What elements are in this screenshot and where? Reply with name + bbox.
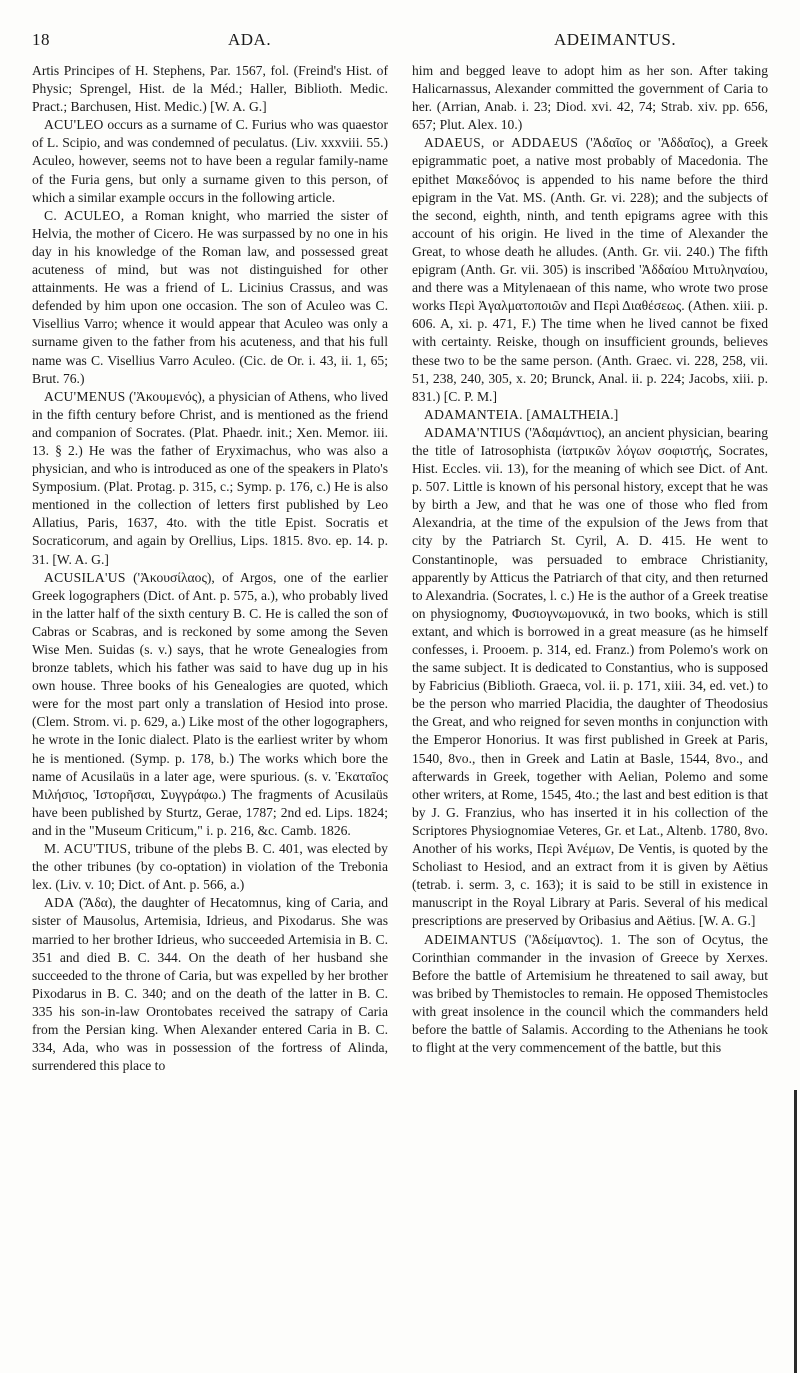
page-number: 18	[32, 30, 50, 49]
entry-paragraph: ADAEUS, or ADDAEUS ('Ἀδαῖος or 'Ἀδδαῖος), a Greek epigrammatic poet, a native most probably of Macedonia. The epithet Μακεδόνος is appended to his name before the third epigram in the Vat. MS. (Anth. Gr. vi. 228); and the subjects of the second, eighth, ninth, and tenth epigrams agree with this account of his origin. He lived in the time of Alexander the Great, to whose death he alludes. (Anth. Gr. vii. 240.) The fifth epigram (Anth. Gr. vii. 305) is inscribed 'Ἀδδαίου Μιτυληναίου, and there was a Mitylenaean of this name, who wrote two prose works Περὶ Ἀγαλματοποιῶν and Περὶ Διαθέσεως. (Athen. xiii. p. 606. A, xi. p. 471, F.) The time when he lived cannot be fixed with certainty. Reiske, though on insufficient grounds, believes these two to be the same person. (Anth. Graec. vi. 228, 258, vii. 51, 238, 240, 305, x. 20; Brunck, Anal. ii. p. 224; Jacobs, xiii. p. 831.) [C. P. M.]	[412, 135, 769, 404]
entry-headword: ADAEUS, or ADDAEUS	[424, 135, 579, 151]
entry-paragraph: ADEIMANTUS ('Ἀδείμαντος). 1. The son of Ocytus, the Corinthian commander in the invasion of Greece by Xerxes. Before the battle of Artemisium he threatened to sail away, but was bribed by Themistocles to remain. He opposed Themistocles with great insolence in the council which the commanders held before the battle of Salamis. According to the Athenians he took to flight at the very commencement of the battle, but this	[412, 931, 769, 1056]
entry-paragraph: ADAMA'NTIUS ('Ἀδαμάντιος), an ancient physician, bearing the title of Iatrosophista (ἰατρικῶν λόγων σοφιστής, Socrates, Hist. Eccles. vii. 13), for the meaning of which see Dict. of Ant. p. 507. Little is known of his personal history, except that he was by birth a Jew, and that he was one of those who fled from Alexandria, at the time of the expulsion of the Jews from that city by the Patriarch St. Cyril, A. D. 415. He went to Constantinople, was persuaded to embrace Christianity, apparently by Atticus the Patriarch of that city, and then returned to Alexandria. (Socrates, l. c.) He is the author of a Greek treatise on physiognomy, Φυσιογνωμονικά, in two books, which is still extant, and which is borrowed in a great measure (as he himself confesses, i. Prooem. p. 314, ed. Franz.) from Polemo's work on the same subject. It is dedicated to Constantius, who is supposed by Fabricius (Biblioth. Graeca, vol. ii. p. 171, xiii. 34, ed. vet.) to be the person who married Placidia, the daughter of Theodosius the Great, and who reigned for seven months in conjunction with the Emperor Honorius. It was first published in Greek at Paris, 1540, 8vo., then in Greek and Latin at Basle, 1544, 8vo., and afterwards in Greek, together with Aelian, Polemo and some other writers, at Rome, 1545, 4to.; the last and best edition is that by J. G. Franzius, who has inserted it in his collection of the Scriptores Physiognomiae Veteres, Gr. et Lat., Altenb. 1780, 8vo. Another of his works, Περὶ Ἀνέμων, De Ventis, is quoted by the Scholiast to Hesiod, and an extract from it is given by Aëtius (tetrab. i. serm. 3, c. 163); it is said to be still in existence in manuscript in the Royal Library at Paris. Several of his medical prescriptions are preserved by Oribasius and Aëtius. [W. A. G.]	[412, 424, 768, 929]
entry-paragraph: ACUSILA'US ('Ἀκουσίλαος), of Argos, one of the earlier Greek logographers (Dict. of Ant. p. 575, a.), who probably lived in the latter half of the sixth century B. C. He is called the son of Cabras or Scabras, and is reckoned by some among the Seven Wise Men. Suidas (s. v.) says, that he wrote Genealogies from bronze tablets, which his father was said to have dug up in his own house. Three books of his Genealogies are quoted, which were for the most part only a translation of Hesiod into prose. (Clem. Strom. vi. p. 629, a.) Like most of the other logographers, he wrote in the Ionic dialect. Plato is the earliest writer by whom he is mentioned. (Symp. p. 178, b.) The works which bore the name of Acusilaüs in a later age, were spurious. (s. v. Ἑκαταῖος Μιλήσιος, Ἱστορῆσαι, Συγγράφω.) The fragments of Acusilaüs have been published by Sturtz, Gerae, 1787; 2nd ed. Lips. 1824; and in the "Museum Criticum," i. p. 216, &c. Camb. 1826.	[32, 569, 388, 838]
page-edge-rule	[794, 1090, 797, 1373]
entry-headword: M. ACU'TIUS,	[44, 841, 132, 857]
entry-paragraph: ADAMANTEIA. [AMALTHEIA.]	[424, 406, 619, 422]
entry-paragraph: ACU'LEO occurs as a surname of C. Furius who was quaestor of L. Scipio, and was condemned of peculatus. (Liv. xxxviii. 55.) Aculeo, however, seems not to have been a regular family-name of the Furia gens, but only a surname given to this person, of which a similar example occurs in the following article.	[32, 117, 388, 205]
entry-headword: ADAMANTEIA.	[424, 406, 523, 422]
entry-paragraph: C. ACULEO, a Roman knight, who married the sister of Helvia, the mother of Cicero. He was surpassed by no one in his day in his knowledge of the Roman law, and possessed great acuteness of mind, but was not distinguished for other attainments. He was a friend of L. Licinius Crassus, and was defended by him upon one occasion. The son of Aculeo was C. Visellius Varro; whence it would appear that Aculeo was only a surname given to the father from his acuteness, and that his full name was C. Visellius Varro Aculeo. (Cic. de Or. i. 43, ii. 1, 65; Brut. 76.)	[32, 207, 388, 386]
entry-paragraph: him and begged leave to adopt him as her son. After taking Halicarnassus, Alexander committed the government of Caria to her. (Arrian, Anab. i. 23; Diod. xvi. 42, 74; Strab. xiv. pp. 656, 657; Plut. Alex. 10.)	[412, 63, 768, 133]
page-header	[0, 0, 800, 58]
entry-paragraph: ACU'MENUS ('Ἀκουμενός), a physician of Athens, who lived in the fifth century before Christ, and is mentioned as the friend and companion of Socrates. (Plat. Phaedr. init.; Xen. Memor. iii. 13. § 2.) He was the father of Eryximachus, who was also a physician, and who is introduced as one of the speakers in Plato's Symposium. (Plat. Protag. p. 315, c.; Symp. p. 176, c.) He is also mentioned in the collection of letters first published by Leo Allatius, Paris, 1637, 4to. with the title Epist. Socratis et Socraticorum, and again by Orellius, Lips. 1815. 8vo. ep. 14. p. 31. [W. A. G.]	[32, 388, 388, 567]
entry-headword: ACUSILA'US	[44, 569, 126, 585]
entry-headword: ADAMA'NTIUS	[424, 424, 522, 440]
entry-headword: ACU'LEO	[44, 117, 104, 133]
left-column	[32, 62, 388, 1075]
entry-paragraph: Artis Principes of H. Stephens, Par. 1567, fol. (Freind's Hist. of Physic; Sprengel, Hist. de la Méd.; Haller, Biblioth. Medic. Pract.; Barchusen, Hist. Medic.) [W. A. G.]	[32, 63, 388, 115]
running-head-left: ADA.	[228, 30, 272, 49]
entry-headword: ACU'MENUS	[44, 388, 126, 404]
entry-paragraph: M. ACU'TIUS, tribune of the plebs B. C. 401, was elected by the other tribunes (by co-optation) in violation of the Trebonia lex. (Liv. v. 10; Dict. of Ant. p. 566, a.)	[32, 841, 388, 893]
entry-headword: ADEIMANTUS	[424, 931, 517, 947]
entry-headword: C. ACULEO,	[44, 207, 125, 223]
entry-headword: ADA	[44, 895, 75, 911]
right-column	[412, 62, 768, 1057]
running-head-right: ADEIMANTUS.	[554, 30, 677, 49]
entry-paragraph: ADA (Ἄδα), the daughter of Hecatomnus, king of Caria, and sister of Mausolus, Artemisia, Idrieus, and Pixodarus. She was married to her brother Idrieus, who succeeded Artemisia in B. C. 351 and died B. C. 344. On the death of her husband she succeeded to the throne of Caria, but was expelled by her brother Pixodarus in B. C. 340; and on the death of the latter in B. C. 335 his son-in-law Orontobates received the satrapy of Caria from the Persian king. When Alexander entered Caria in B. C. 334, Ada, who was in possession of the fortress of Alinda, surrendered this place to	[32, 895, 388, 1074]
